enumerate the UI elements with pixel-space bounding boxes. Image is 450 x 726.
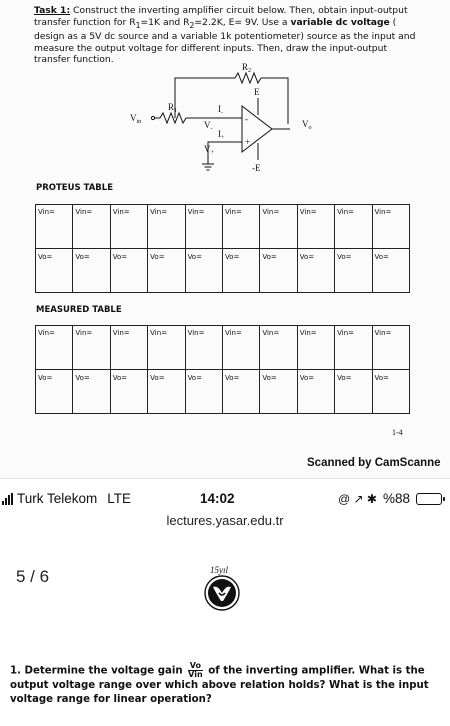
e-negative-label: -E (252, 163, 261, 173)
vin-cell: Vin= (36, 326, 73, 370)
url-bar[interactable]: lectures.yasar.edu.tr (166, 513, 284, 528)
status-glyph-icons: @ ↗ ✱ (338, 491, 377, 506)
vo-cell: Vo= (335, 249, 372, 293)
inverting-amplifier-circuit (130, 60, 320, 180)
r1-resistor (160, 113, 186, 123)
vin-cell: Vin= (372, 326, 409, 370)
vo-cell: Vo= (185, 249, 222, 293)
svg-text:15yıl: 15yıl (210, 565, 228, 575)
camscanner-credit: Scanned by CamScanne (307, 457, 441, 469)
proteus-table-title: PROTEUS TABLE (36, 183, 114, 193)
vin-cell: Vin= (73, 326, 110, 370)
vo-cell: Vo= (372, 370, 409, 414)
table-row (36, 370, 410, 414)
vin-cell: Vin= (260, 326, 297, 370)
university-logo-icon (196, 563, 248, 615)
r1-label: $R_1$ (168, 102, 178, 114)
vin-cell: Vin= (185, 205, 222, 249)
vo-cell: Vo= (297, 370, 334, 414)
vin-cell: Vin= (73, 205, 110, 249)
vo-cell: Vo= (185, 370, 222, 414)
vo-cell: Vo= (222, 249, 259, 293)
table-row (36, 326, 410, 370)
ground-icon (202, 164, 214, 170)
svg-text:+: + (245, 137, 251, 147)
task-label: Task 1: (34, 5, 71, 16)
question-text: 1. Determine the voltage gain $\frac{Vo}{\text{Vin}}$ of the inverting amplifier. What is the output voltage range over which above relation holds? What is the input voltage range for linear operation? (10, 661, 429, 705)
r2-label: $R_2$ (242, 62, 252, 74)
gain-fraction: $\frac{Vo}{\text{Vin}}$ (188, 661, 203, 679)
e-positive-label: E (254, 87, 260, 97)
vo-cell: Vo= (335, 370, 372, 414)
vo-cell: Vo= (222, 370, 259, 414)
vin-cell: Vin= (222, 205, 259, 249)
vo-cell: Vo= (297, 249, 334, 293)
vo-cell: Vo= (260, 249, 297, 293)
vin-cell: Vin= (297, 326, 334, 370)
battery-percent: %88 (382, 491, 410, 506)
status-time: 14:02 (200, 491, 235, 506)
phone-screen (0, 478, 450, 726)
measured-table (35, 325, 410, 414)
page-number: 1-4 (392, 428, 403, 437)
vo-cell: Vo= (73, 370, 110, 414)
status-icons (338, 491, 442, 506)
vo-cell: Vo= (110, 370, 147, 414)
r2-resistor (235, 73, 261, 83)
task-description: Task 1: Construct the inverting amplifier circuit below. Then, obtain input-output transfer function for $R_1=1K$ and $R_2=2.2K$, E= 9V. Use a variable dc voltage ( design as a 5V dc source and a variable 1k potentiometer) source as the input and measure the output voltage for different inputs. Then, draw the input-output transfer function. (34, 5, 416, 66)
v-plus-label: $V_+$ (204, 144, 214, 156)
variable-dc-voltage: variable dc voltage (290, 16, 390, 28)
vo-cell: Vo= (148, 370, 185, 414)
vin-label: $V_{in}$ (130, 113, 142, 125)
vin-cell: Vin= (335, 205, 372, 249)
vo-cell: Vo= (36, 370, 73, 414)
battery-icon (416, 493, 442, 505)
table-row (36, 205, 410, 249)
vin-cell: Vin= (222, 326, 259, 370)
signal-icon (2, 493, 13, 505)
vin-cell: Vin= (110, 205, 147, 249)
v-minus-label: $V_-$ (204, 120, 213, 132)
vo-cell: Vo= (148, 249, 185, 293)
vo-cell: Vo= (110, 249, 147, 293)
vo-cell: Vo= (73, 249, 110, 293)
proteus-table (35, 204, 410, 293)
vo-label: $V_o$ (302, 119, 312, 131)
carrier-info (2, 491, 131, 506)
vin-cell: Vin= (110, 326, 147, 370)
network-type: LTE (107, 491, 132, 506)
page-indicator: 5 / 6 (16, 567, 50, 586)
vo-cell: Vo= (260, 370, 297, 414)
carrier-name: Turk Telekom (17, 491, 98, 506)
vin-cell: Vin= (372, 205, 409, 249)
vo-cell: Vo= (36, 249, 73, 293)
vo-cell: Vo= (372, 249, 409, 293)
status-bar (0, 491, 450, 511)
svg-text:-: - (245, 114, 248, 124)
table-row (36, 249, 410, 293)
i-plus-label: $I_+$ (218, 129, 225, 141)
vin-cell: Vin= (297, 205, 334, 249)
vin-cell: Vin= (335, 326, 372, 370)
i-minus-label: $I_-$ (218, 104, 223, 116)
vin-cell: Vin= (148, 205, 185, 249)
vin-cell: Vin= (260, 205, 297, 249)
vin-cell: Vin= (36, 205, 73, 249)
vin-cell: Vin= (148, 326, 185, 370)
measured-table-title: MEASURED TABLE (36, 305, 122, 315)
vin-cell: Vin= (185, 326, 222, 370)
